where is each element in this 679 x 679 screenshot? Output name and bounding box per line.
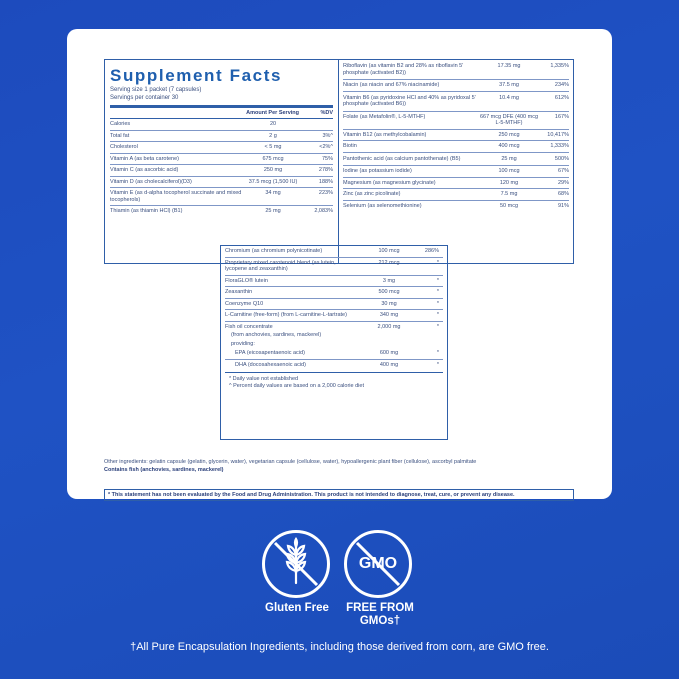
nutrient-name: EPA (eicosapentaenoic acid) — [235, 350, 305, 356]
nutrient-amount: 34 mg — [265, 190, 281, 196]
nutrient-amount: 250 mcg — [498, 131, 520, 138]
gmo-free-label — [334, 602, 426, 628]
nutrient-dv: 1,333% — [550, 143, 569, 149]
nutrient-name: Vitamin D (as cholecalciferol)(D3) — [110, 178, 192, 185]
facts-title: Supplement Facts — [110, 66, 283, 85]
nutrient-name: Vitamin C (as ascorbic acid) — [110, 167, 179, 173]
nutrient-row — [343, 166, 569, 178]
nutrient-name: FloraGLO® lutein — [225, 277, 268, 284]
nutrient-row — [225, 349, 443, 360]
nutrient-dv — [303, 121, 333, 128]
nutrient-dv: * — [436, 350, 439, 356]
nutrient-name: Pantothenic acid (as calcium pantothenate) (B5) — [343, 155, 461, 162]
nutrient-amount: 7.5 mg — [500, 191, 518, 197]
other-ingredients-text: Other ingredients: gelatin capsule (gelatin, glycerin, water), vegetarian capsule (cellulose, water), hypoallergenic plant fiber (cellulose), ascorbyl palmitate — [104, 459, 477, 465]
nutrient-row — [225, 258, 443, 276]
nutrient-dv: 500% — [554, 155, 569, 162]
nutrient-name: Vitamin B12 (as methylcobalamin) — [343, 131, 427, 138]
nutrient-row — [225, 360, 443, 371]
nutrient-dv: 75% — [321, 155, 333, 162]
gmo-footnote: †All Pure Encapsulation Ingredients, including those derived from corn, are GMO free. — [130, 641, 549, 653]
nutrient-name: Magnesium (as magnesium glycinate) — [343, 179, 436, 186]
nutrient-row — [110, 165, 333, 177]
nutrient-row — [110, 131, 333, 143]
nutrient-amount: 37.5 mcg (1,500 IU) — [248, 178, 298, 185]
nutrient-name: Zeaxanthin — [225, 289, 253, 295]
nutrient-amount: 25 mg — [265, 208, 281, 214]
fish-source — [225, 332, 443, 341]
nutrient-row — [343, 201, 569, 212]
nutrient-amount: 400 mcg — [498, 143, 520, 149]
nutrient-name: Coenzyme Q10 — [225, 300, 264, 307]
nutrient-dv: 167% — [554, 113, 569, 120]
nutrient-row — [343, 153, 569, 167]
facts-header — [110, 108, 333, 119]
nutrient-dv: 10,417% — [547, 131, 569, 138]
fish-source-text: (from anchovies, sardines, mackerel) — [231, 332, 322, 338]
nutrient-dv: * — [436, 289, 439, 295]
facts-right-column — [339, 60, 573, 263]
gmo-label-line1: FREE FROM — [346, 602, 414, 614]
nutrient-amount: 100 mcg — [498, 168, 520, 174]
serving-size: Serving size 1 packet (7 capsules) — [110, 87, 202, 93]
nutrient-amount: 10.4 mg — [499, 94, 519, 101]
nutrient-dv: 91% — [557, 202, 569, 209]
nutrient-dv: * — [436, 312, 439, 318]
nutrient-dv: 68% — [557, 191, 569, 197]
nutrient-row — [343, 189, 569, 201]
dv-header: %DV — [320, 110, 333, 116]
nutrient-row — [225, 299, 443, 311]
nutrient-dv: 3%^ — [322, 132, 333, 139]
supplement-facts-continued — [220, 245, 448, 440]
nutrient-dv: * — [436, 259, 439, 266]
nutrient-name: Folate (as Metafolin®, L-5-MTHF) — [343, 113, 426, 120]
nutrient-name: Vitamin B6 (as pyridoxine HCl and 40% as pyridoxal 5' phosphate (activated B6)) — [343, 94, 476, 107]
supplement-facts-panel — [104, 59, 574, 264]
nutrient-row — [225, 276, 443, 288]
nutrient-amount: 500 mcg — [378, 289, 400, 295]
nutrient-name: Vitamin A (as beta carotene) — [110, 155, 179, 162]
nutrient-dv: 234% — [554, 82, 569, 88]
supplement-card — [67, 29, 612, 499]
nutrient-dv: 2,083% — [314, 208, 333, 214]
nutrient-name: Fish oil concentrate — [225, 323, 273, 330]
nutrient-amount: 17.35 mg — [497, 63, 521, 69]
nutrient-row — [343, 80, 569, 92]
nutrient-name: Vitamin E (as d-alpha tocopherol succinate and mixed tocopherols) — [110, 190, 242, 203]
nutrient-amount: 3 mg — [382, 277, 396, 284]
nutrient-row — [225, 287, 443, 299]
nutrient-row — [343, 178, 569, 190]
fish-providing — [225, 341, 443, 350]
facts-left-column — [105, 60, 339, 263]
nutrient-row — [110, 119, 333, 131]
nutrient-amount: 2 g — [269, 132, 277, 139]
nutrient-amount: 675 mcg — [262, 155, 284, 162]
nutrient-row — [110, 177, 333, 189]
nutrient-dv: 286% — [424, 248, 439, 254]
nutrient-name: Calories — [110, 121, 131, 127]
nutrient-row — [343, 60, 569, 80]
gmo-free-badge — [344, 530, 412, 598]
amount-header: Amount Per Serving — [246, 110, 299, 116]
gluten-free-label: Gluten Free — [265, 602, 329, 614]
footnote-dv: * Daily value not established — [229, 376, 299, 382]
nutrient-dv: * — [436, 323, 439, 330]
nutrient-row — [110, 154, 333, 166]
nutrient-amount: 30 mg — [381, 300, 397, 307]
wheat-icon — [265, 533, 327, 595]
nutrient-dv: * — [436, 300, 439, 307]
nutrient-row — [225, 322, 443, 333]
nutrient-row — [110, 142, 333, 154]
nutrient-name: Iodine (as potassium iodide) — [343, 168, 412, 174]
nutrient-dv: * — [436, 361, 439, 368]
nutrient-name: Niacin (as niacin and 67% niacinamide) — [343, 82, 440, 88]
nutrient-row — [343, 141, 569, 153]
nutrient-row — [343, 92, 569, 112]
nutrient-name: Riboflavin (as vitamin B2 and 28% as riboflavin 5' phosphate (activated B2)) — [343, 63, 464, 76]
nutrient-name: Cholesterol — [110, 144, 138, 150]
nutrient-name: Chromium (as chromium polynicotinate) — [225, 248, 323, 254]
nutrient-amount: 2,000 mg — [377, 323, 401, 330]
nutrient-dv: * — [436, 277, 439, 284]
nutrient-row — [225, 246, 443, 258]
nutrient-name: Selenium (as selenomethionine) — [343, 202, 422, 209]
nutrient-dv: 278% — [318, 167, 333, 173]
nutrient-dv: <2%^ — [319, 144, 333, 150]
nutrient-dv: 29% — [557, 179, 569, 186]
fda-disclaimer: * This statement has not been evaluated by the Food and Drug Administration. This product is not intended to diagnose, treat, cure, or prevent any disease. — [104, 489, 574, 501]
servings-per-container: Servings per container 30 — [110, 95, 179, 101]
gmo-label-line2: GMOs† — [359, 615, 401, 627]
nutrient-amount: 100 mcg — [378, 248, 400, 254]
nutrient-name: L-Carnitine (free-form) (from L-carnitine-L-tartrate) — [225, 312, 347, 318]
nutrient-dv: 188% — [318, 178, 333, 185]
nutrient-name: Thiamin (as thiamin HCl) (B1) — [110, 208, 183, 214]
nutrient-amount: 20 — [269, 121, 277, 127]
nutrient-amount: 400 mg — [379, 361, 399, 368]
nutrient-dv: 1,335% — [550, 63, 569, 69]
nutrient-row — [343, 130, 569, 142]
nutrient-amount: 25 mg — [501, 155, 517, 162]
nutrient-row — [110, 188, 333, 206]
nutrient-amount: 340 mg — [379, 312, 399, 318]
other-ingredients — [104, 458, 574, 474]
nutrient-amount: 120 mg — [499, 179, 519, 186]
nutrient-amount: 50 mcg — [499, 202, 519, 209]
nutrient-amount: 667 mcg DFE (400 mcg L-5-MTHF) — [479, 113, 539, 126]
footnote-calorie: ^ Percent daily values are based on a 2,000 calorie diet — [229, 383, 364, 389]
nutrient-name: Biotin — [343, 143, 357, 149]
nutrient-name: Total fat — [110, 132, 130, 139]
nutrient-name: Zinc (as zinc picolinate) — [343, 191, 401, 197]
nutrient-row — [110, 206, 333, 217]
nutrient-row — [343, 112, 569, 130]
nutrient-amount: 37.5 mg — [499, 82, 519, 88]
fish-providing-text: providing: — [231, 340, 255, 347]
fish-oil-block — [225, 322, 443, 374]
nutrient-dv: 223% — [318, 190, 333, 196]
nutrient-amount: 212 mcg — [378, 259, 400, 266]
nutrient-amount: 250 mg — [263, 167, 283, 173]
nutrient-dv: 612% — [554, 94, 569, 101]
gmo-text: GMO — [358, 555, 398, 572]
nutrient-name: DHA (docosahexaenoic acid) — [235, 361, 306, 368]
nutrient-dv: 67% — [557, 168, 569, 174]
nutrient-name: Proprietary mixed carotenoid blend (as lutein, lycopene and zeaxanthin) — [225, 259, 336, 272]
contains-allergen: Contains fish (anchovies, sardines, mackerel) — [104, 467, 224, 473]
nutrient-amount: < 5 mg — [264, 144, 282, 150]
nutrient-amount: 600 mg — [379, 350, 399, 356]
nutrient-row — [225, 310, 443, 322]
gluten-free-badge — [262, 530, 330, 598]
